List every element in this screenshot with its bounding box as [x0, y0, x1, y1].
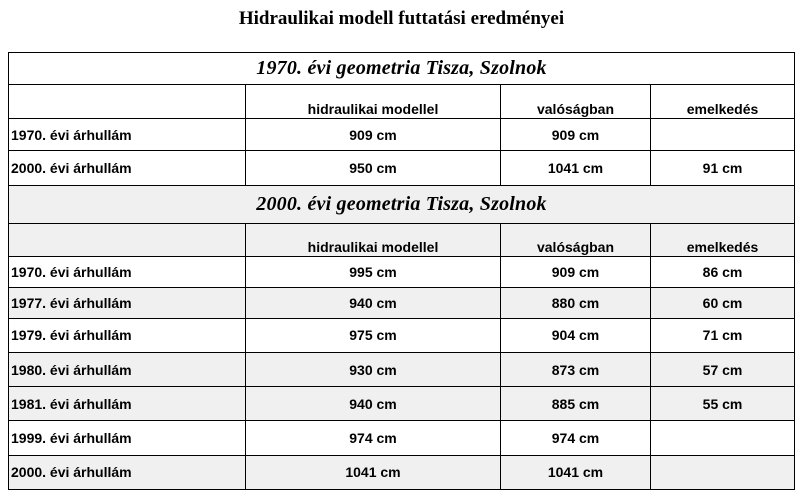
reality-value: 909 cm [501, 119, 651, 150]
table-row [9, 353, 795, 387]
column-header-rise: emelkedés [651, 85, 795, 119]
table-row [9, 119, 795, 150]
reality-value: 909 cm [501, 257, 651, 287]
model-value: 940 cm [246, 287, 501, 318]
table-row [9, 287, 795, 318]
row-label: 1970. évi árhullám [9, 119, 246, 150]
column-header-label [9, 224, 246, 257]
column-header-model: hidraulikai modellel [246, 85, 501, 119]
rise-value: 91 cm [651, 150, 795, 185]
section-heading-row [9, 185, 795, 223]
row-label: 1979. évi árhullám [9, 318, 246, 352]
results-table [8, 52, 795, 490]
table-row [9, 318, 795, 352]
reality-value: 885 cm [501, 387, 651, 421]
rise-value: 71 cm [651, 318, 795, 352]
rise-value: 60 cm [651, 287, 795, 318]
model-value: 930 cm [246, 353, 501, 387]
model-value: 975 cm [246, 318, 501, 352]
rise-value [651, 119, 795, 150]
table-row [9, 150, 795, 185]
model-value: 1041 cm [246, 455, 501, 489]
column-header-model: hidraulikai modellel [246, 224, 501, 257]
section-heading-2000: 2000. évi geometria Tisza, Szolnok [9, 185, 795, 223]
table-row [9, 387, 795, 421]
table-row [9, 421, 795, 455]
rise-value: 86 cm [651, 257, 795, 287]
reality-value: 974 cm [501, 421, 651, 455]
rise-value [651, 455, 795, 489]
row-label: 1999. évi árhullám [9, 421, 246, 455]
model-value: 950 cm [246, 150, 501, 185]
reality-value: 904 cm [501, 318, 651, 352]
rise-value [651, 421, 795, 455]
column-header-label [9, 85, 246, 119]
column-header-reality: valóságban [501, 224, 651, 257]
rise-value: 55 cm [651, 387, 795, 421]
reality-value: 1041 cm [501, 455, 651, 489]
row-label: 1977. évi árhullám [9, 287, 246, 318]
column-header-rise: emelkedés [651, 224, 795, 257]
reality-value: 1041 cm [501, 150, 651, 185]
row-label: 1980. évi árhullám [9, 353, 246, 387]
reality-value: 873 cm [501, 353, 651, 387]
row-label: 1981. évi árhullám [9, 387, 246, 421]
rise-value: 57 cm [651, 353, 795, 387]
section-heading-row [9, 53, 795, 85]
section-heading-1970: 1970. évi geometria Tisza, Szolnok [9, 53, 795, 85]
page-title: Hidraulikai modell futtatási eredményei [238, 8, 565, 29]
column-header-row [9, 85, 795, 119]
column-header-row [9, 224, 795, 257]
column-header-reality: valóságban [501, 85, 651, 119]
row-label: 1970. évi árhullám [9, 257, 246, 287]
table-row [9, 455, 795, 489]
reality-value: 880 cm [501, 287, 651, 318]
model-value: 974 cm [246, 421, 501, 455]
row-label: 2000. évi árhullám [9, 150, 246, 185]
model-value: 940 cm [246, 387, 501, 421]
row-label: 2000. évi árhullám [9, 455, 246, 489]
model-value: 909 cm [246, 119, 501, 150]
model-value: 995 cm [246, 257, 501, 287]
table-row [9, 257, 795, 287]
